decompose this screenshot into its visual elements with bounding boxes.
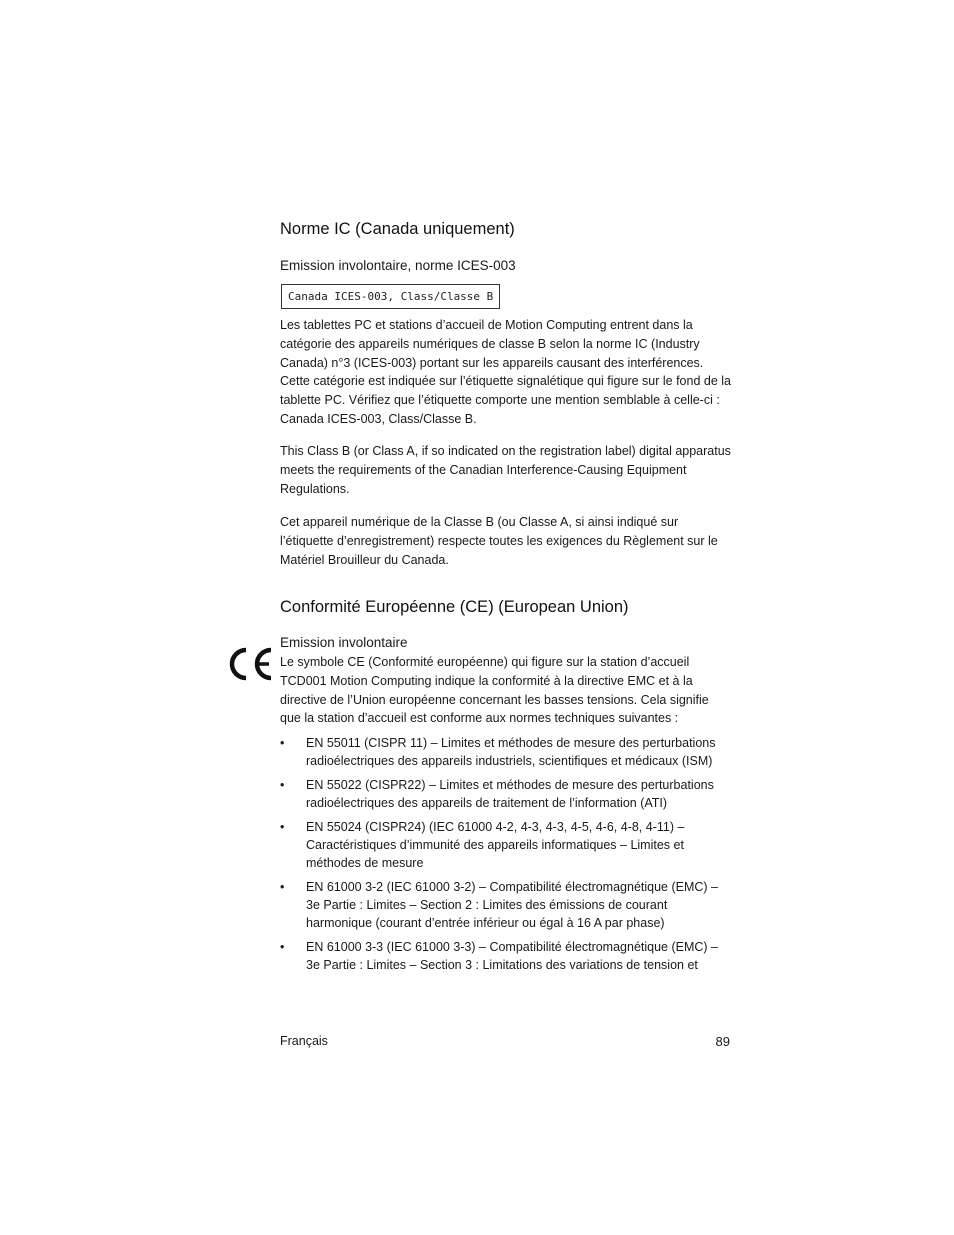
- list-item: [280, 938, 732, 974]
- list-item: [280, 818, 732, 872]
- section-heading-ce: Conformité Européenne (CE) (European Union): [280, 598, 629, 616]
- bullet-glyph: •: [280, 778, 285, 792]
- subheading-ices: Emission involontaire, norme ICES-003: [280, 258, 516, 273]
- paragraph-ic-en: This Class B (or Class A, if so indicated on the registration label) digital apparatus meets the requirements of the Canadian Interference-Causing Equipment Regulations.: [280, 444, 731, 496]
- ices-label-box: Canada ICES-003, Class/Classe B: [281, 284, 500, 309]
- list-item-text: EN 55011 (CISPR 11) – Limites et méthodes de mesure des perturbations radioélectriques des appareils industriels, scientifiques et médicaux (ISM): [306, 736, 716, 768]
- list-item: [280, 776, 732, 812]
- bullet-glyph: •: [280, 880, 285, 894]
- list-item-text: EN 61000 3-3 (IEC 61000 3-3) – Compatibilité électromagnétique (EMC) – 3e Partie : Limites – Section 3 : Limitations des variations de tension et: [306, 940, 719, 972]
- bullet-glyph: •: [280, 940, 285, 954]
- ce-mark-icon: [227, 646, 275, 682]
- standards-list: [280, 734, 732, 980]
- paragraph-ic-fr: Les tablettes PC et stations d’accueil de Motion Computing entrent dans la catégorie des appareils numériques de classe B selon la norme IC (Industry Canada) n°3 (ICES-003) portant sur les appareils causant des interférences. Cette catégorie est indiquée sur l’étiquette signalétique qui figure sur le fond de la tablette PC. Vérifiez que l’étiquette comporte une mention semblable à celle-ci : Canada ICES-003, Class/Classe B.: [280, 318, 731, 426]
- list-item: [280, 734, 732, 770]
- footer-language: Français: [280, 1034, 328, 1048]
- paragraph-ic-fr-2: Cet appareil numérique de la Classe B (ou Classe A, si ainsi indiqué sur l’étiquette d’enregistrement) respecte toutes les exigences du Règlement sur le Matériel Brouilleur du Canada.: [280, 515, 718, 567]
- bullet-glyph: •: [280, 736, 285, 750]
- list-item-text: EN 61000 3-2 (IEC 61000 3-2) – Compatibilité électromagnétique (EMC) – 3e Partie : Limites – Section 2 : Limites des émissions de courant harmonique (courant d’entrée inférieur ou égal à 16 A par phase): [306, 880, 719, 930]
- page-number: 89: [715, 1034, 730, 1049]
- subheading-emission: Emission involontaire: [280, 635, 408, 650]
- list-item-text: EN 55022 (CISPR22) – Limites et méthodes de mesure des perturbations radioélectriques des appareils de traitement de l’information (ATI): [306, 778, 714, 810]
- paragraph-ce-intro: Le symbole CE (Conformité européenne) qui figure sur la station d’accueil TCD001 Motion Computing indique la conformité à la directive EMC et à la directive de l’Union européenne concernant les basses tensions. Cela signifie que la station d’accueil est conforme aux normes techniques suivantes :: [280, 655, 709, 726]
- list-item: [280, 878, 732, 932]
- list-item-text: EN 55024 (CISPR24) (IEC 61000 4-2, 4-3, 4-3, 4-5, 4-6, 4-8, 4-11) – Caractéristiques d’immunité des appareils informatiques – Limites et méthodes de mesure: [306, 820, 685, 870]
- section-heading-ic: Norme IC (Canada uniquement): [280, 220, 515, 238]
- bullet-glyph: •: [280, 820, 285, 834]
